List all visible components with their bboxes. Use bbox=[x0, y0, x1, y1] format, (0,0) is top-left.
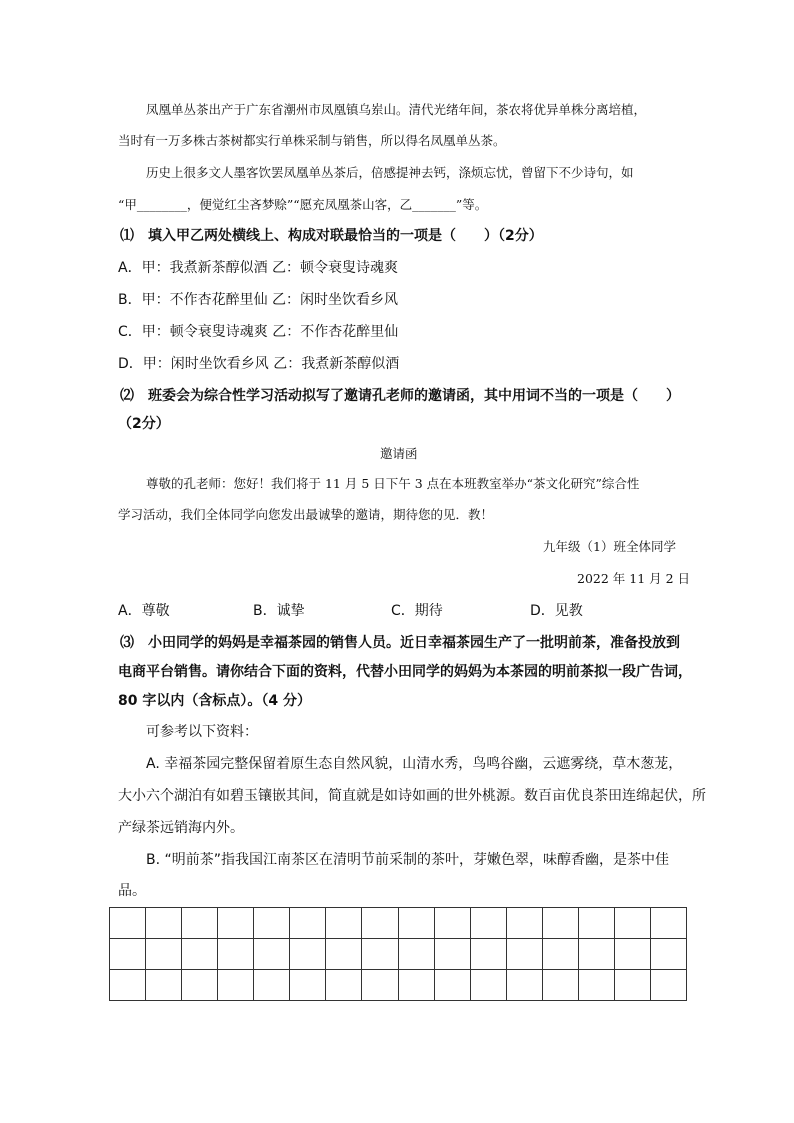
answer-grid-cell[interactable] bbox=[146, 908, 182, 939]
answer-grid-cell[interactable] bbox=[110, 970, 146, 1001]
answer-grid-cell[interactable] bbox=[470, 939, 506, 970]
answer-grid-cell[interactable] bbox=[398, 939, 434, 970]
reference-a-line-2: 大小六个湖泊有如碧玉镶嵌其间，简直就是如诗如画的世外桃源。数百亩优良茶田连绵起伏，所 bbox=[118, 788, 706, 804]
answer-grid-cell[interactable] bbox=[398, 908, 434, 939]
answer-grid-row bbox=[110, 970, 687, 1001]
reference-b-line-1: B. “明前茶”指我国江南茶区在清明节前采制的茶叶，芽嫩色翠，味醇香幽，是茶中佳 bbox=[146, 852, 670, 868]
q1-option-d: D．甲：闲时坐饮看乡风 乙：我煮新茶醇似酒 bbox=[118, 356, 400, 372]
answer-grid-cell[interactable] bbox=[614, 939, 650, 970]
answer-grid-cell[interactable] bbox=[110, 908, 146, 939]
q1-option-b: B．甲：不作杏花醉里仙 乙：闲时坐饮看乡风 bbox=[118, 292, 399, 308]
answer-grid-cell[interactable] bbox=[434, 939, 470, 970]
answer-grid-cell[interactable] bbox=[542, 970, 578, 1001]
answer-grid-cell[interactable] bbox=[434, 970, 470, 1001]
answer-grid-cell[interactable] bbox=[614, 908, 650, 939]
passage-line-3: 历史上很多文人墨客饮罢凤凰单丛茶后，倍感提神去钙，涤烦忘忧，曾留下不少诗句，如 bbox=[146, 165, 634, 180]
question-2-stem-line-1: ⑵ 班委会为综合性学习活动拟写了邀请孔老师的邀请函，其中用词不当的一项是（ ） bbox=[120, 388, 680, 404]
answer-grid-cell[interactable] bbox=[542, 908, 578, 939]
answer-grid-cell[interactable] bbox=[542, 939, 578, 970]
q1-option-c: C．甲：顿令衰叟诗魂爽 乙：不作杏花醉里仙 bbox=[118, 324, 399, 340]
q1-option-a: A．甲：我煮新茶醇似酒 乙：顿令衰叟诗魂爽 bbox=[118, 260, 399, 276]
q2-option-c: C．期待 bbox=[391, 603, 443, 619]
answer-grid-cell[interactable] bbox=[326, 939, 362, 970]
answer-grid-cell[interactable] bbox=[362, 970, 398, 1001]
answer-grid-cell[interactable] bbox=[578, 970, 614, 1001]
answer-grid-cell[interactable] bbox=[218, 908, 254, 939]
answer-grid-cell[interactable] bbox=[326, 908, 362, 939]
answer-grid-cell[interactable] bbox=[290, 908, 326, 939]
answer-grid-row bbox=[110, 939, 687, 970]
answer-grid-cell[interactable] bbox=[146, 939, 182, 970]
answer-grid-cell[interactable] bbox=[254, 970, 290, 1001]
reference-b-line-2: 品。 bbox=[118, 883, 146, 899]
answer-grid-cell[interactable] bbox=[470, 908, 506, 939]
answer-grid-cell[interactable] bbox=[362, 939, 398, 970]
answer-grid-cell[interactable] bbox=[290, 939, 326, 970]
answer-grid-cell[interactable] bbox=[182, 939, 218, 970]
passage-line-1: 凤凰单丛茶出产于广东省潮州市凤凰镇乌岽山。清代光绪年间，茶农将优异单株分离培植， bbox=[146, 102, 647, 117]
answer-grid-cell[interactable] bbox=[362, 908, 398, 939]
letter-title: 邀请函 bbox=[380, 446, 418, 461]
reference-a-line-1: A. 幸福茶园完整保留着原生态自然风貌，山清水秀，鸟鸣谷幽，云遮雾绕，草木葱茏， bbox=[146, 756, 683, 772]
answer-grid-cell[interactable] bbox=[614, 970, 650, 1001]
answer-grid-cell[interactable] bbox=[110, 939, 146, 970]
answer-grid-cell[interactable] bbox=[650, 939, 686, 970]
answer-grid[interactable] bbox=[109, 907, 687, 1001]
passage-line-4: “甲________，便觉红尘吝梦赊”“愿充凤凰茶山客，乙_______”等。 bbox=[118, 197, 488, 212]
answer-grid-cell[interactable] bbox=[290, 970, 326, 1001]
answer-grid-cell[interactable] bbox=[470, 970, 506, 1001]
letter-signature: 九年级（1）班全体同学 bbox=[543, 539, 676, 554]
answer-grid-cell[interactable] bbox=[218, 939, 254, 970]
answer-grid-cell[interactable] bbox=[182, 970, 218, 1001]
letter-line-2: 学习活动，我们全体同学向您发出最诚挚的邀请，期待您的见．教！ bbox=[118, 507, 494, 522]
answer-grid-cell[interactable] bbox=[434, 908, 470, 939]
letter-line-1: 尊敬的孔老师：您好！我们将于 11 月 5 日下午 3 点在本班教室举办“茶文化研究”综合性 bbox=[146, 476, 640, 491]
letter-date: 2022 年 11 月 2 日 bbox=[577, 571, 691, 586]
answer-grid-cell[interactable] bbox=[146, 970, 182, 1001]
answer-grid-cell[interactable] bbox=[218, 970, 254, 1001]
answer-grid-cell[interactable] bbox=[650, 970, 686, 1001]
reference-a-line-3: 产绿茶远销海内外。 bbox=[118, 820, 244, 836]
question-3-stem-line-1: ⑶ 小田同学的妈妈是幸福茶园的销售人员。近日幸福茶园生产了一批明前茶，准备投放到 bbox=[120, 635, 680, 651]
answer-grid-cell[interactable] bbox=[506, 939, 542, 970]
reference-intro: 可参考以下资料： bbox=[146, 724, 258, 740]
passage-line-2: 当时有一万多株古茶树都实行单株采制与销售，所以得名凤凰单丛茶。 bbox=[118, 133, 506, 148]
q2-option-d: D．见教 bbox=[530, 603, 583, 619]
answer-grid-cell[interactable] bbox=[254, 939, 290, 970]
answer-grid-cell[interactable] bbox=[506, 908, 542, 939]
answer-grid-cell[interactable] bbox=[254, 908, 290, 939]
answer-grid-cell[interactable] bbox=[578, 908, 614, 939]
question-2-stem-line-2: （2分） bbox=[118, 416, 170, 432]
question-1-stem: ⑴ 填入甲乙两处横线上、构成对联最恰当的一项是（ ）（2分） bbox=[120, 228, 543, 244]
q2-option-b: B．诚挚 bbox=[253, 603, 305, 619]
question-3-stem-line-3: 80 字以内（含标点）。（4 分） bbox=[118, 693, 311, 709]
answer-grid-cell[interactable] bbox=[182, 908, 218, 939]
answer-grid-cell[interactable] bbox=[578, 939, 614, 970]
question-3-stem-line-2: 电商平台销售。请你结合下面的资料，代替小田同学的妈妈为本茶园的明前茶拟一段广告词， bbox=[118, 664, 692, 680]
answer-grid-cell[interactable] bbox=[506, 970, 542, 1001]
answer-grid-row bbox=[110, 908, 687, 939]
answer-grid-cell[interactable] bbox=[326, 970, 362, 1001]
answer-grid-cell[interactable] bbox=[650, 908, 686, 939]
answer-grid-cell[interactable] bbox=[398, 970, 434, 1001]
q2-option-a: A．尊敬 bbox=[118, 603, 170, 619]
